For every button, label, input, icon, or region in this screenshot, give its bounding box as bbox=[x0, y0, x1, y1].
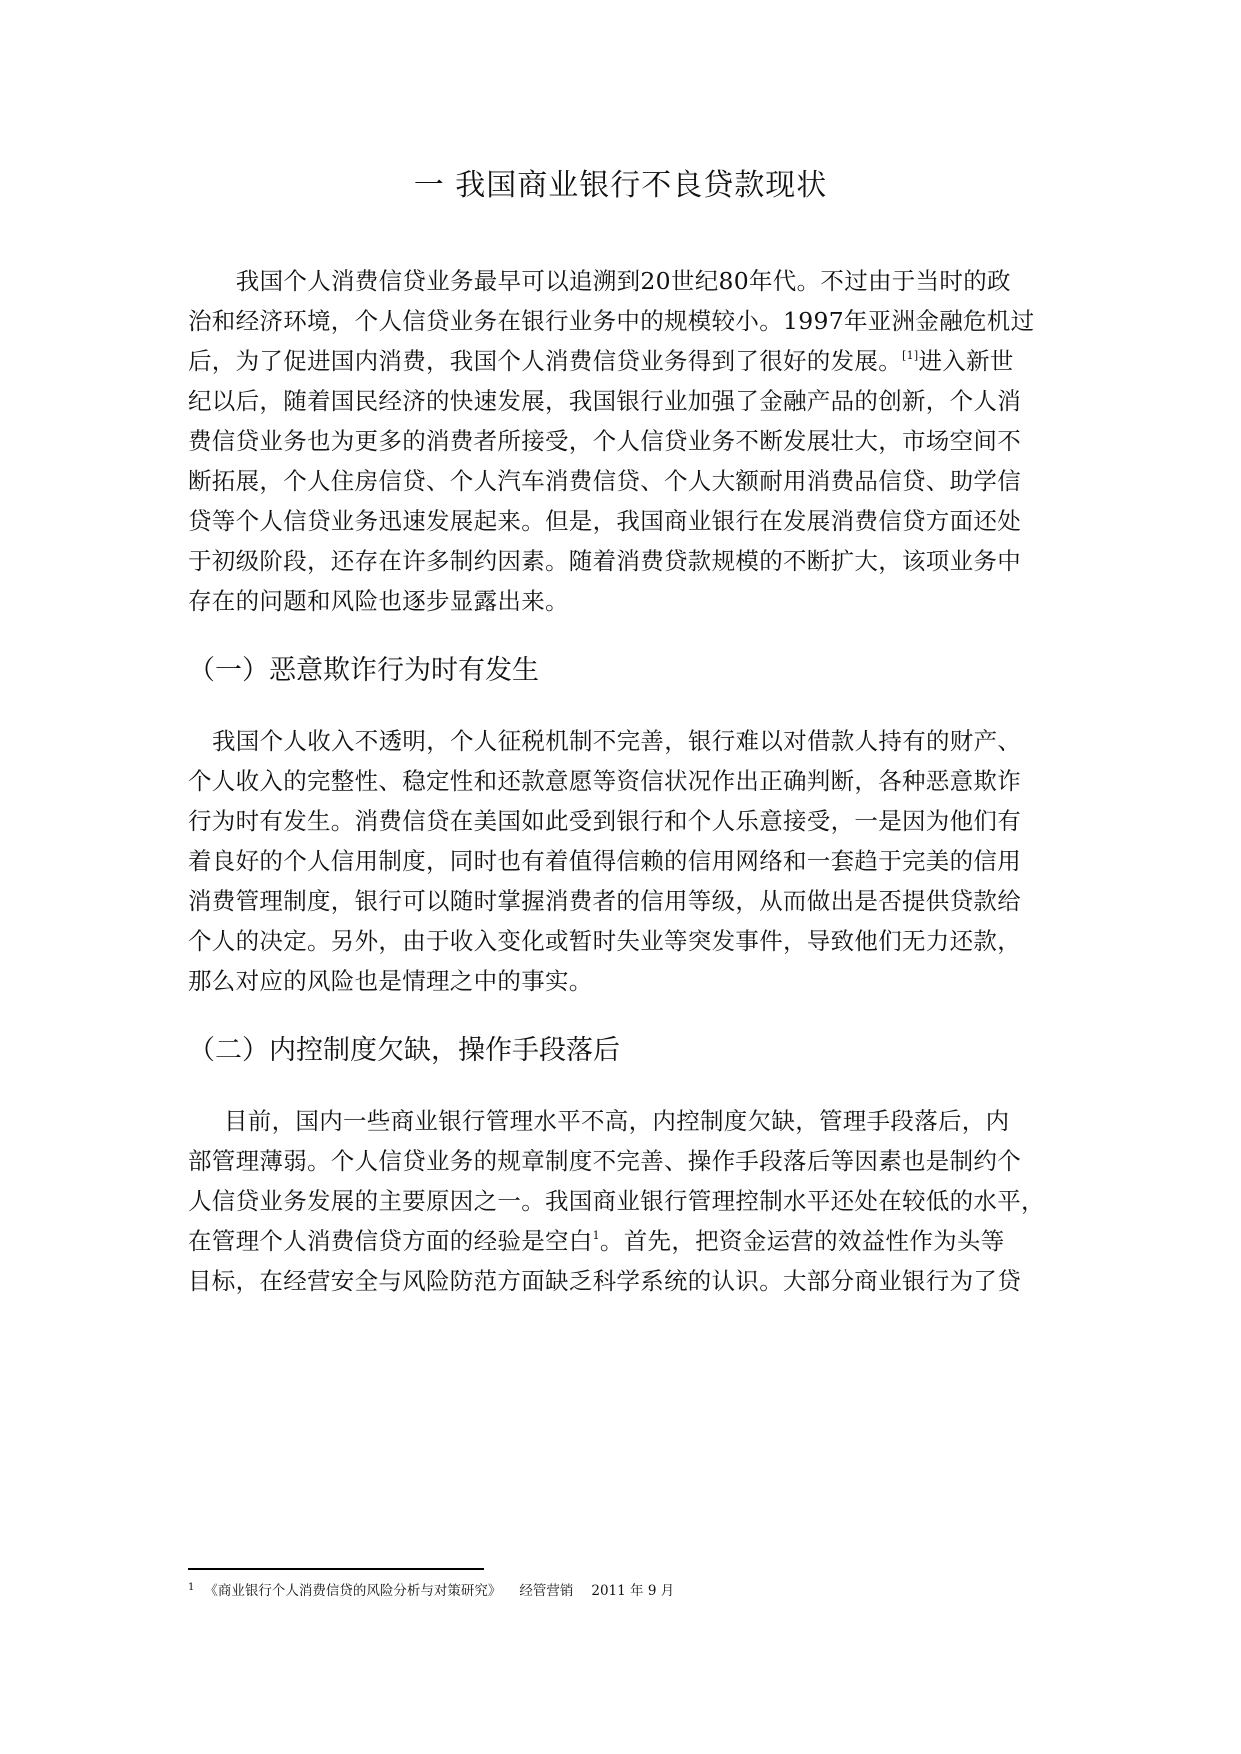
body-line: 治和经济环境，个人信贷业务在银行业务中的规模较小。1997年亚洲金融危机过 bbox=[188, 307, 1035, 335]
body-line: 贷等个人信贷业务迅速发展起来。但是，我国商业银行在发展消费信贷方面还处 bbox=[188, 507, 1021, 535]
body-line: 于初级阶段，还存在许多制约因素。随着消费贷款规模的不断扩大，该项业务中 bbox=[188, 547, 1021, 575]
footnote-mark: 1 bbox=[188, 1582, 195, 1593]
body-line: 人信贷业务发展的主要原因之一。我国商业银行管理控制水平还处在较低的水平， bbox=[188, 1187, 1045, 1215]
section-heading: （一）恶意欺诈行为时有发生 bbox=[188, 655, 539, 686]
body-line: 个人收入的完整性、稳定性和还款意愿等资信状况作出正确判断，各种恶意欺诈 bbox=[188, 767, 1021, 795]
page-title: 一 我国商业银行不良贷款现状 bbox=[413, 168, 828, 203]
body-line: 着良好的个人信用制度，同时也有着值得信赖的信用网络和一套趋于完美的信用 bbox=[188, 847, 1021, 875]
body-line: 费信贷业务也为更多的消费者所接受，个人信贷业务不断发展壮大，市场空间不 bbox=[188, 427, 1021, 455]
body-line: 部管理薄弱。个人信贷业务的规章制度不完善、操作手段落后等因素也是制约个 bbox=[188, 1147, 1021, 1175]
body-line: 目前，国内一些商业银行管理水平不高，内控制度欠缺，管理手段落后，内 bbox=[224, 1107, 1010, 1135]
footnote-separator bbox=[188, 1568, 484, 1570]
footnote-ref: 1 bbox=[592, 1229, 600, 1242]
citation-ref: [1] bbox=[902, 349, 919, 362]
body-line: 那么对应的风险也是情理之中的事实。 bbox=[188, 967, 593, 995]
body-line: 后，为了促进国内消费，我国个人消费信贷业务得到了很好的发展。[1]进入新世 bbox=[188, 347, 1014, 375]
body-line: 消费管理制度，银行可以随时掌握消费者的信用等级，从而做出是否提供贷款给 bbox=[188, 887, 1021, 915]
body-line: 在管理个人消费信贷方面的经验是空白$^1$。首先，把资金运营的效益性作为头等 bbox=[188, 1227, 1005, 1255]
body-line: 我国个人消费信贷业务最早可以追溯到20世纪80年代。不过由于当时的政 bbox=[212, 267, 1011, 295]
footnote-journal: 经管营销 bbox=[519, 1583, 574, 1599]
body-line: 断拓展，个人住房信贷、个人汽车消费信贷、个人大额耐用消费品信贷、助学信 bbox=[188, 467, 1021, 495]
body-line: 目标，在经营安全与风险防范方面缺乏科学系统的认识。大部分商业银行为了贷 bbox=[188, 1267, 1021, 1295]
body-line: 个人的决定。另外，由于收入变化或暂时失业等突发事件，导致他们无力还款， bbox=[188, 927, 1021, 955]
body-line: 行为时有发生。消费信贷在美国如此受到银行和个人乐意接受，一是因为他们有 bbox=[188, 807, 1021, 835]
section-heading: （二）内控制度欠缺，操作手段落后 bbox=[188, 1035, 620, 1066]
body-line: 存在的问题和风险也逐步显露出来。 bbox=[188, 587, 569, 615]
footnote bbox=[188, 1579, 674, 1599]
footnote-source: 《商业银行个人消费信贷的风险分析与对策研究》 bbox=[204, 1583, 502, 1599]
body-line: 纪以后，随着国民经济的快速发展，我国银行业加强了金融产品的创新，个人消 bbox=[188, 387, 1021, 415]
footnote-date: 2011 年 9 月 bbox=[591, 1583, 675, 1599]
body-line: 我国个人收入不透明，个人征税机制不完善，银行难以对借款人持有的财产、 bbox=[212, 727, 1022, 755]
